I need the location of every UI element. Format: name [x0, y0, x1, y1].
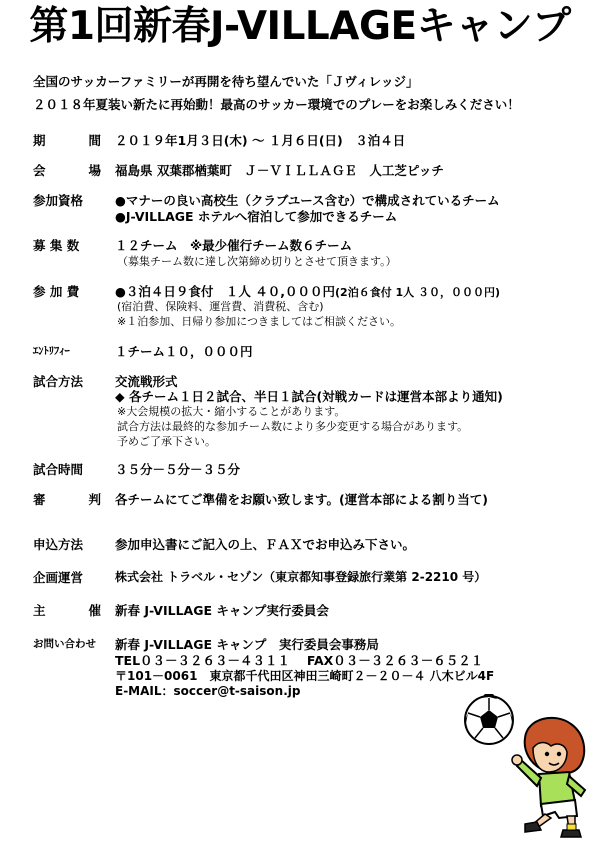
contact-line-3: 〒101－0061 東京都千代田区神田三崎町２－２０－４ 八木ビル4F	[115, 669, 495, 683]
match-time-value: ３５分－５分－３５分	[115, 462, 241, 477]
period-value: ２０１９年1月３日(木) ～ １月６日(日) ３泊４日	[115, 133, 406, 148]
intro-line-1: 全国のサッカーファミリーが再開を待ち望んでいた「Ｊヴィレッジ」	[33, 74, 419, 89]
host-label: 主 催	[33, 603, 101, 618]
fee-note-2: ※１泊参加、日帰り参加につきましてはご相談ください。	[117, 315, 401, 328]
fee-value: ●３泊４日９食付 １人 ４０,０００円(2泊６食付 1人 ３０，０００円)	[115, 284, 501, 299]
apply-value: 参加申込書にご記入の上、ＦＡＸでお申込み下さい。	[115, 537, 416, 552]
page-title: 第1回新春J-VILLAGEキャンプ	[29, 4, 571, 49]
fee-label: 参 加 費	[33, 284, 80, 299]
fee-note-1: (宿泊費、保険料、運営費、消費税、含む)	[117, 300, 324, 313]
host-value: 新春 J-VILLAGE キャンプ実行委員会	[115, 603, 329, 618]
period-label: 期 間	[33, 133, 101, 148]
venue-label: 会 場	[33, 163, 101, 178]
entry-label: ｴﾝﾄﾘﾌｨｰ	[33, 345, 70, 357]
contact-line-2: TEL０３－３２６３－４３１１ FAX０３－３２６３－６５２１	[115, 653, 484, 668]
entry-value: １チーム１０，０００円	[115, 344, 253, 359]
eligibility-label: 参加資格	[33, 193, 84, 208]
format-note-2: 試合方法は最終的な参加チーム数により多少変更する場合があります。	[117, 420, 469, 433]
format-note-3: 予めご了承下さい。	[117, 435, 216, 448]
format-line-1: 交流戦形式	[115, 374, 178, 389]
format-line-2: ◆ 各チーム１日２試合、半日１試合(対戦カードは運営本部より通知)	[115, 389, 503, 404]
eligibility-line-1: ●マナーの良い高校生（クラブユース含む）で構成されているチーム	[115, 193, 500, 208]
contact-label: お問い合わせ	[33, 638, 96, 650]
venue-value: 福島県 双葉郡楢葉町 Ｊ－ＶＩＬＬＡＧＥ 人工芝ピッチ	[115, 163, 444, 178]
contact-line-1: 新春 J-VILLAGE キャンプ 実行委員会事務局	[115, 637, 379, 652]
apply-label: 申込方法	[33, 537, 84, 552]
soccer-ball-icon	[465, 694, 513, 744]
referee-label: 審 判	[33, 492, 101, 507]
teams-value: １２チーム ※最少催行チーム数６チーム	[115, 238, 353, 253]
teams-label: 募 集 数	[33, 238, 80, 253]
teams-note: （募集チーム数に達し次第締め切りとさせて頂きます。）	[117, 255, 397, 268]
referee-value: 各チームにてご準備をお願い致します。(運営本部による割り当て)	[115, 492, 488, 507]
fee-value-small: (2泊６食付 1人 ３０，０００円)	[335, 286, 501, 299]
match-time-label: 試合時間	[33, 462, 84, 477]
organizer-label: 企画運営	[33, 570, 84, 585]
eligibility-line-2: ●J-VILLAGE ホテルへ宿泊して参加できるチーム	[115, 209, 398, 224]
intro-line-2: ２０１８年夏装い新たに再始動！最高のサッカー環境でのプレーをお楽しみください！	[33, 97, 520, 112]
organizer-value: 株式会社 トラベル・セゾン（東京都知事登録旅行業第 2-2210 号）	[115, 570, 487, 584]
format-label: 試合方法	[33, 374, 84, 389]
contact-line-4: E-MAIL：soccer@t-saison.jp	[115, 684, 301, 698]
format-note-1: ※大会規模の拡大・縮小することがあります。	[117, 405, 346, 418]
soccer-boy-illustration	[455, 690, 595, 840]
